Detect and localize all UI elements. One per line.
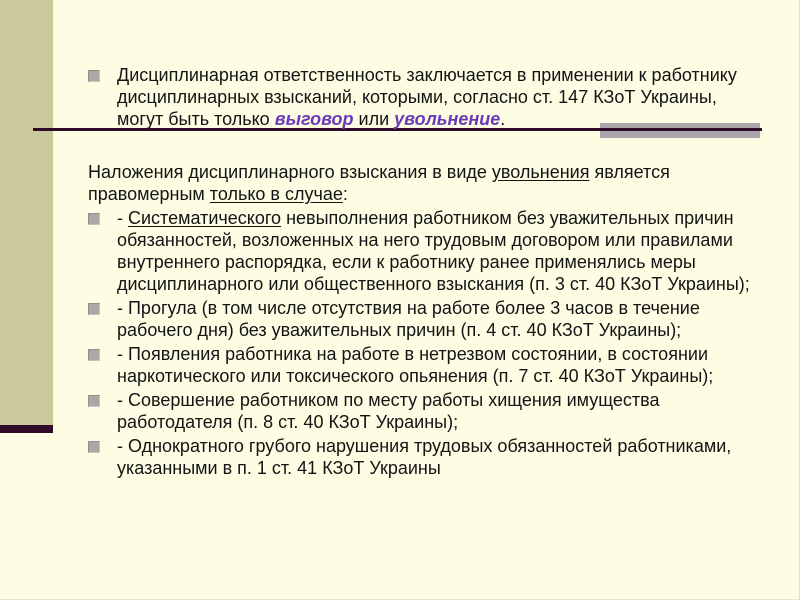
case-item-absenteeism-text [117,297,780,341]
case-item-theft-text [117,389,780,433]
case-item-intoxication-text [117,343,780,387]
text-line [88,183,780,205]
text-line [117,435,780,457]
text-run: могут быть только [117,109,275,129]
lead-paragraph-text [88,161,780,205]
text-line [117,343,780,365]
text-run: : [342,184,348,204]
bullet-square-icon [88,441,100,453]
bullet-square-icon [88,70,100,82]
underlined-term: Систематического [128,208,282,228]
text-line [117,411,780,433]
text-run: внутреннего распорядка, если к работнику ранее применялись меры [117,252,696,272]
text-line [117,297,780,319]
bullet-square-icon [88,395,100,407]
text-run: работодателя (п. 8 ст. 40 КЗоТ Украины); [117,412,459,432]
emphasis-term: увольнение [394,109,501,129]
bullet-square-icon [88,213,100,225]
case-item-theft [88,389,780,433]
text-run: рабочего дня) без уважительных причин (п. 4 ст. 40 КЗоТ Украины); [117,320,682,340]
text-run: - Совершение работником по месту работы хищения имущества [117,390,660,410]
intro-paragraph-text [117,64,780,130]
text-line [117,64,780,86]
underlined-term: увольнения [491,162,590,182]
case-item-systematic-text [117,207,780,295]
case-item-systematic [88,207,780,295]
text-line [117,108,780,130]
text-line [117,365,780,387]
text-run: указанными в п. 1 ст. 41 КЗоТ Украины [117,458,441,478]
text-run: Наложения дисциплинарного взыскания в виде [88,162,492,182]
case-item-gross-violation [88,435,780,479]
text-run: обязанностей, возложенных на него трудовым договором или правилами [117,230,733,250]
text-run: дисциплинарного или общественного взыскания (п. 3 ст. 40 КЗоТ Украины); [117,274,750,294]
text-run: - Прогула (в том числе отсутствия на работе более 3 часов в течение [117,298,700,318]
text-line [117,457,780,479]
text-line [117,229,780,251]
case-item-gross-violation-text [117,435,780,479]
text-line [88,161,780,183]
text-run: - [117,208,128,228]
text-run: - Однократного грубого нарушения трудовых обязанностей работниками, [117,436,732,456]
text-line [117,273,780,295]
text-run: дисциплинарных взысканий, которыми, согласно ст. 147 КЗоТ Украины, [117,87,717,107]
text-line [117,319,780,341]
text-line [117,207,780,229]
text-run: Дисциплинарная ответственность заключается в применении к работнику [117,65,737,85]
text-run: невыполнения работником без уважительных причин [281,208,734,228]
text-run: или [353,109,395,129]
lead-paragraph [88,161,780,205]
text-run: наркотического или токсического опьянения (п. 7 ст. 40 КЗоТ Украины); [117,366,714,386]
bullet-square-icon [88,303,100,315]
text-run: - Появления работника на работе в нетрезвом состоянии, в состоянии [117,344,708,364]
intro-paragraph [88,64,780,130]
text-run: . [500,109,506,129]
text-run: является [589,162,670,182]
text-line [117,251,780,273]
text-line [117,86,780,108]
emphasis-term: выговор [274,109,354,129]
text-run: правомерным [88,184,210,204]
bullet-square-icon [88,349,100,361]
case-item-absenteeism [88,297,780,341]
underlined-term: только в случае [209,184,343,204]
text-line [117,389,780,411]
case-item-intoxication [88,343,780,387]
